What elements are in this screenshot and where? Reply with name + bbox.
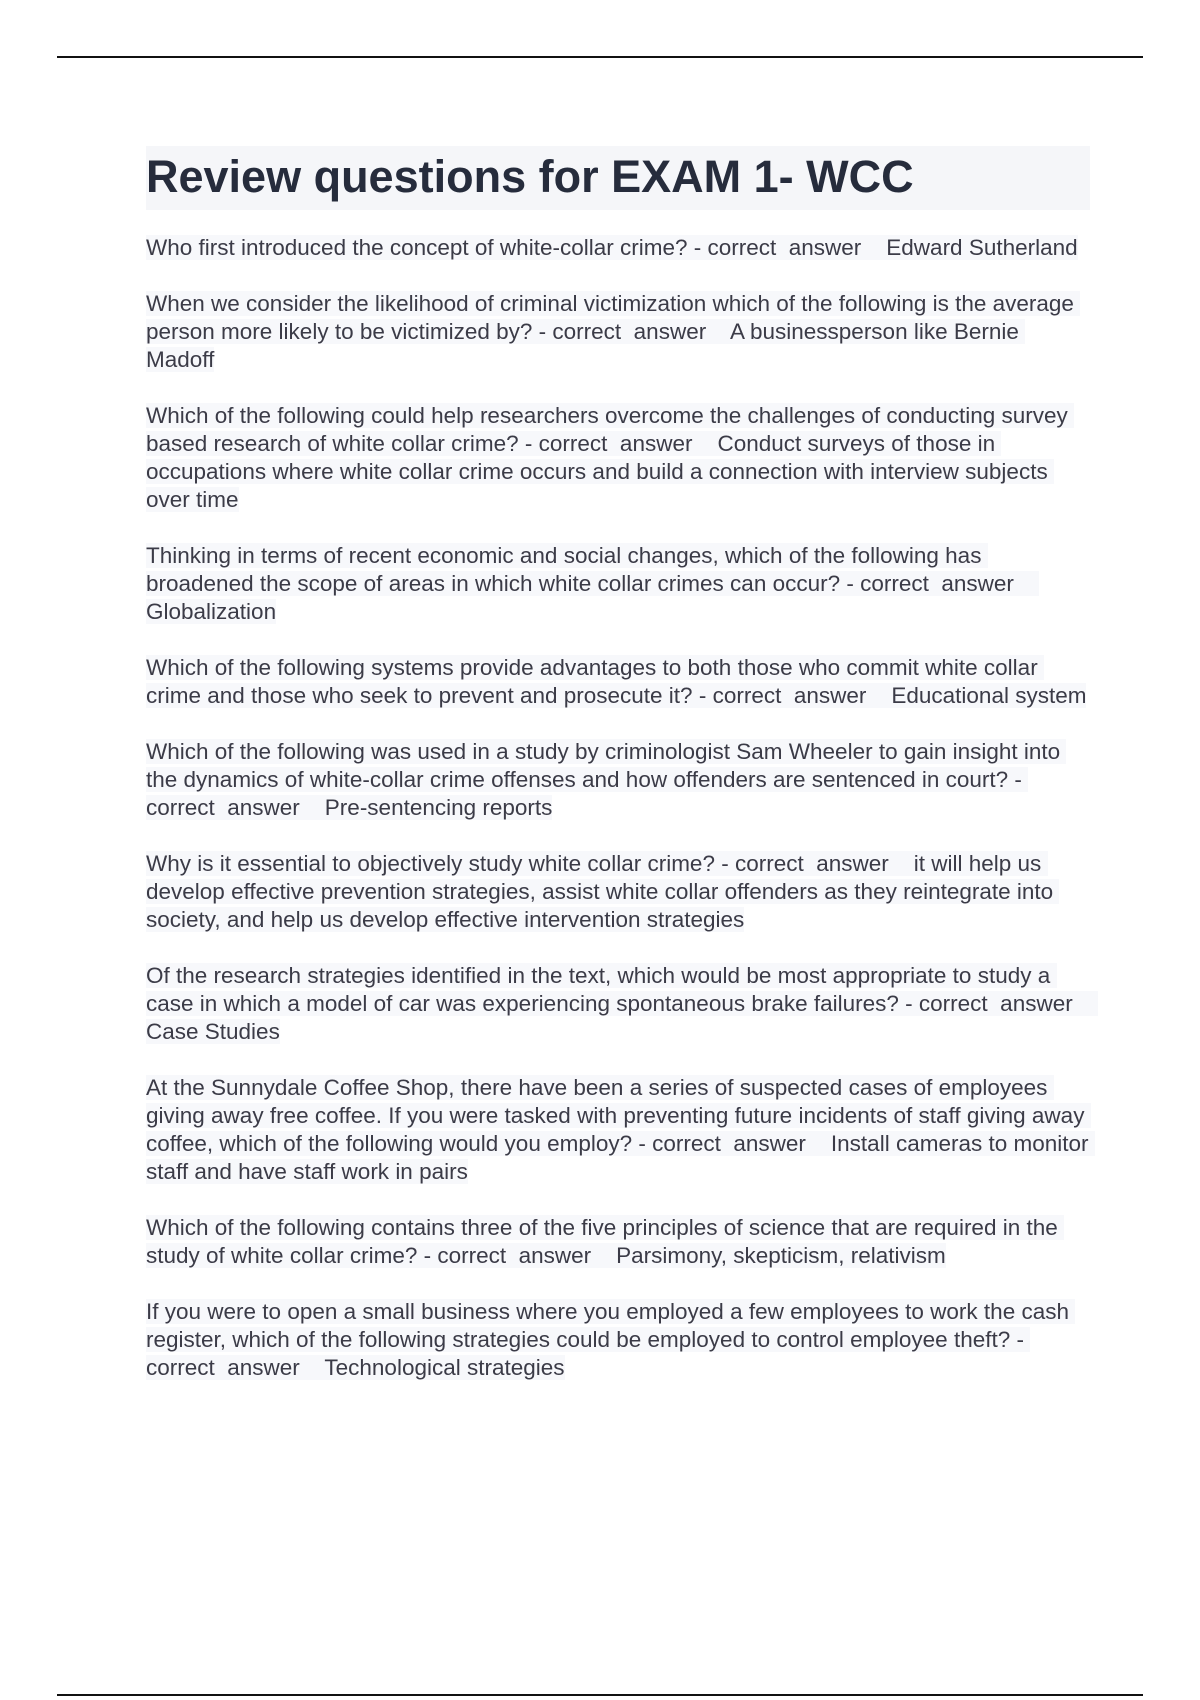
qa-item-5 [146,654,1090,710]
qa-text: Of the research strategies identified in the text, which would be most appropriate to study a case in which a model of car was experiencing spontaneous brake failures? - correct answer Case Studies [146,963,1098,1044]
qa-text: When we consider the likelihood of criminal victimization which of the following is the average person more likely to be victimized by? - correct answer A businessperson like Bernie Madoff [146,291,1081,372]
qa-text: If you were to open a small business where you employed a few employees to work the cash register, which of the following strategies could be employed to control employee theft? - correct answer Technological strategies [146,1299,1076,1380]
qa-list [146,234,1098,1382]
qa-item-8 [146,962,1098,1046]
qa-text: At the Sunnydale Coffee Shop, there have been a series of suspected cases of employees giving away free coffee. If you were tasked with preventing future incidents of staff giving away coffee, which of the following would you employ? - correct answer Install cameras to monitor staff and have staff work in pairs [146,1075,1095,1184]
document-body [146,146,1098,1410]
qa-text: Which of the following systems provide advantages to both those who commit white collar crime and those who seek to prevent and prosecute it? - correct answer Educational system [146,655,1087,708]
qa-item-9 [146,1074,1095,1186]
qa-item-3 [146,402,1090,514]
qa-text: Thinking in terms of recent economic and social changes, which of the following has broadened the scope of areas in which white collar crimes can occur? - correct answer Globalization [146,543,1039,624]
qa-item-1 [146,234,1090,262]
qa-text: Who first introduced the concept of white-collar crime? - correct answer Edward Sutherland [146,235,1078,260]
qa-item-2 [146,290,1090,374]
qa-text: Which of the following was used in a study by criminologist Sam Wheeler to gain insight into the dynamics of white-collar crime offenses and how offenders are sentenced in court? - correct answer Pre-sentencing reports [146,739,1067,820]
top-rule [57,56,1143,58]
qa-text: Which of the following could help researchers overcome the challenges of conducting survey based research of white collar crime? - correct answer Conduct surveys of those in occupations where white collar crime occurs and build a connection with interview subjects over time [146,403,1075,512]
qa-text: Which of the following contains three of the five principles of science that are required in the study of white collar crime? - correct answer Parsimony, skepticism, relativism [146,1215,1065,1268]
page-title: Review questions for EXAM 1- WCC [146,146,1090,210]
qa-item-7 [146,850,1090,934]
qa-item-11 [146,1298,1090,1382]
qa-text: Why is it essential to objectively study white collar crime? - correct answer it will help us develop effective prevention strategies, assist white collar offenders as they reintegrate into society, and help us develop effective intervention strategies [146,851,1060,932]
bottom-rule [57,1694,1143,1696]
qa-item-10 [146,1214,1090,1270]
qa-item-6 [146,738,1090,822]
qa-item-4 [146,542,1090,626]
